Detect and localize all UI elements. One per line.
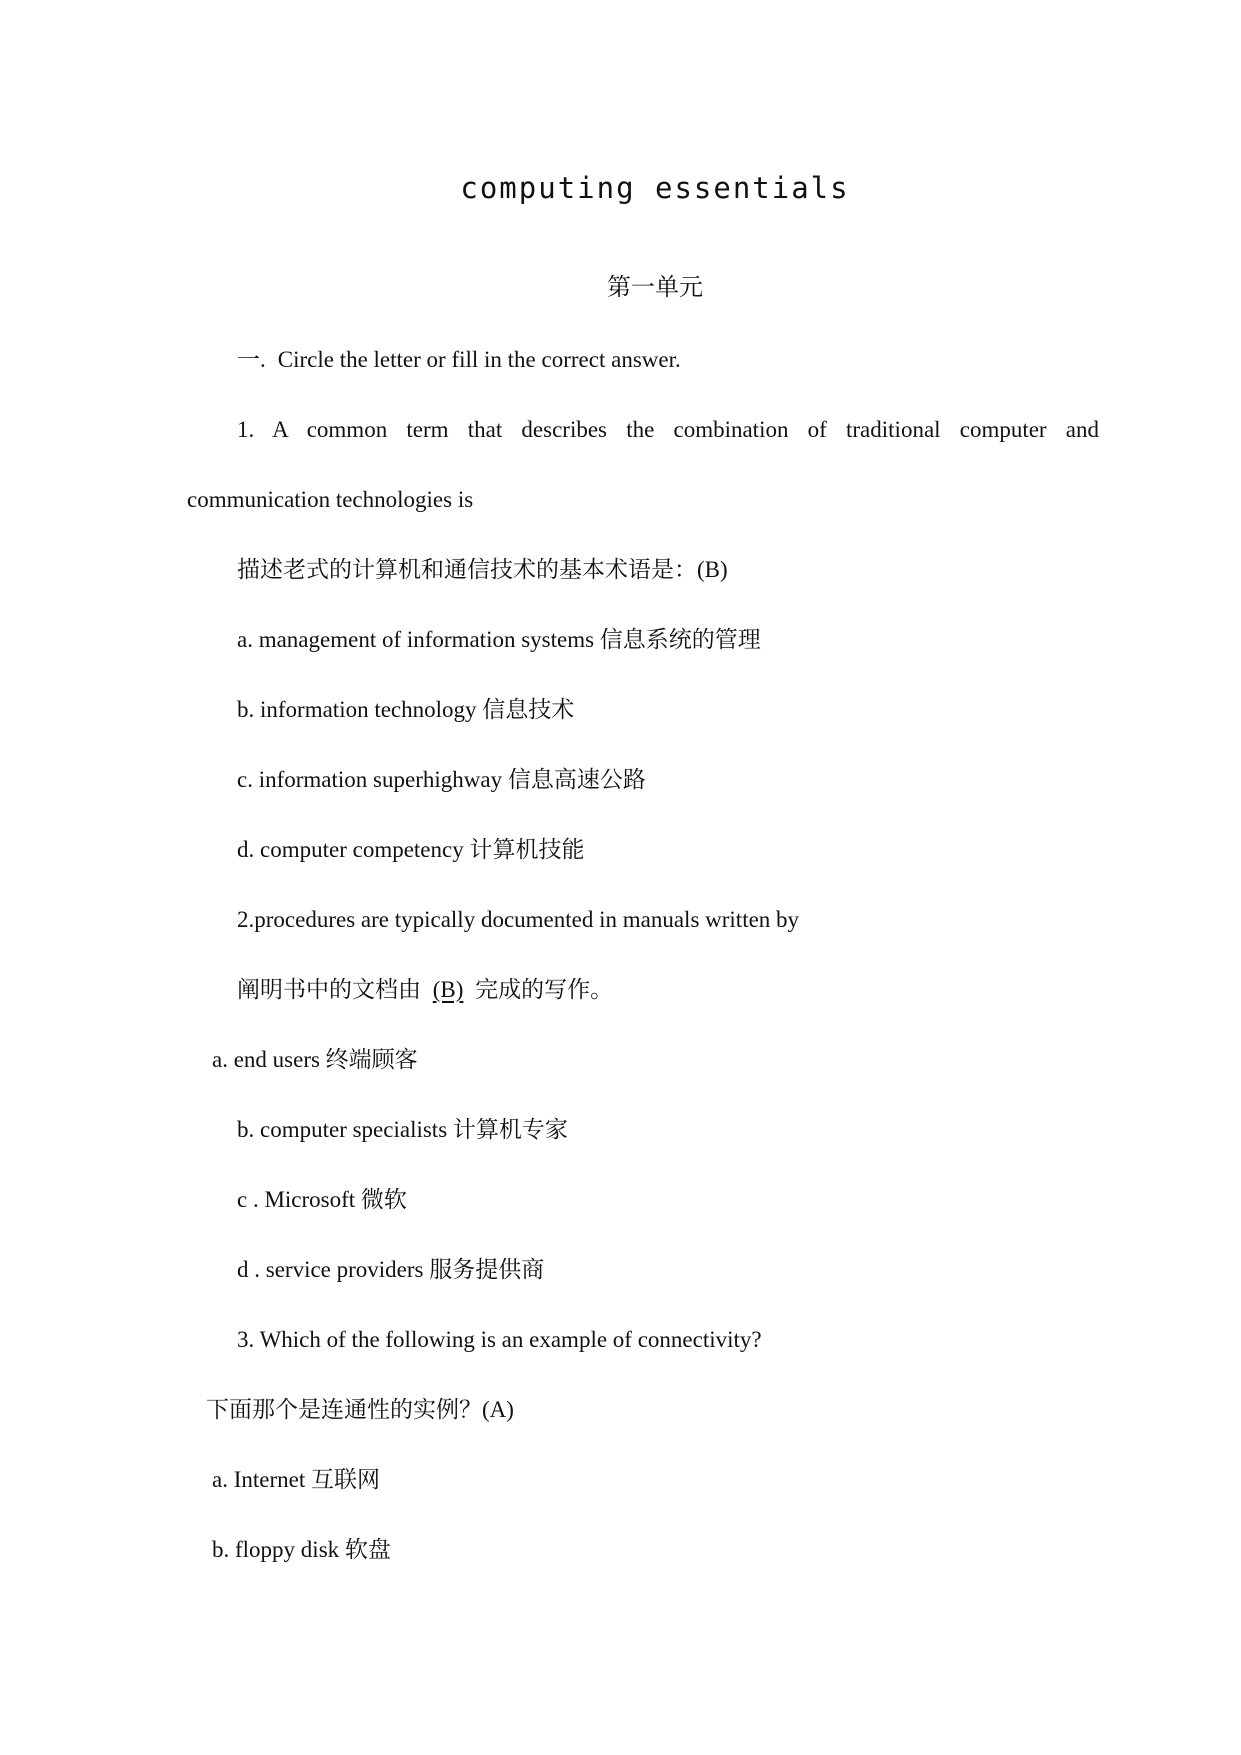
question-1-option-d: d. computer competency 计算机技能 — [237, 837, 585, 862]
section-heading — [237, 345, 681, 375]
question-2-text: 2.procedures are typically documented in manuals written by — [237, 907, 800, 932]
question-1-option-c: c. information superhighway 信息高速公路 — [237, 767, 646, 792]
question-2-translation-prefix: 阐明书中的文档由 — [237, 977, 421, 1002]
question-1-option-a: a. management of information systems 信息系统的管理 — [237, 627, 761, 652]
section-number: 一. — [237, 347, 266, 372]
document-title: computing essentials — [460, 171, 850, 205]
question-1-text: 1. A common term that describes the combination of traditional computer and — [237, 417, 1099, 442]
unit-heading: 第一单元 — [607, 275, 703, 301]
question-3-text: 3. Which of the following is an example of connectivity? — [237, 1327, 762, 1352]
question-2-option-a: a. end users 终端顾客 — [212, 1047, 418, 1072]
question-3-option-b: b. floppy disk 软盘 — [212, 1537, 391, 1562]
question-2-option-c: c . Microsoft 微软 — [237, 1187, 407, 1212]
question-3-translation: 下面那个是连通性的实例？(A) — [206, 1397, 514, 1422]
question-1-text-continued: communication technologies is — [187, 487, 474, 512]
question-2-translation — [237, 975, 613, 1005]
question-2-option-b: b. computer specialists 计算机专家 — [237, 1117, 568, 1142]
question-2-option-d: d . service providers 服务提供商 — [237, 1257, 545, 1282]
question-3-option-a: a. Internet 互联网 — [212, 1467, 380, 1492]
question-2-translation-suffix: 完成的写作。 — [475, 977, 614, 1002]
question-1-translation: 描述老式的计算机和通信技术的基本术语是：(B) — [237, 557, 728, 582]
section-instruction: Circle the letter or fill in the correct answer. — [277, 347, 681, 372]
question-1-option-b: b. information technology 信息技术 — [237, 697, 575, 722]
question-2-answer-blank: (B) — [432, 977, 464, 1002]
